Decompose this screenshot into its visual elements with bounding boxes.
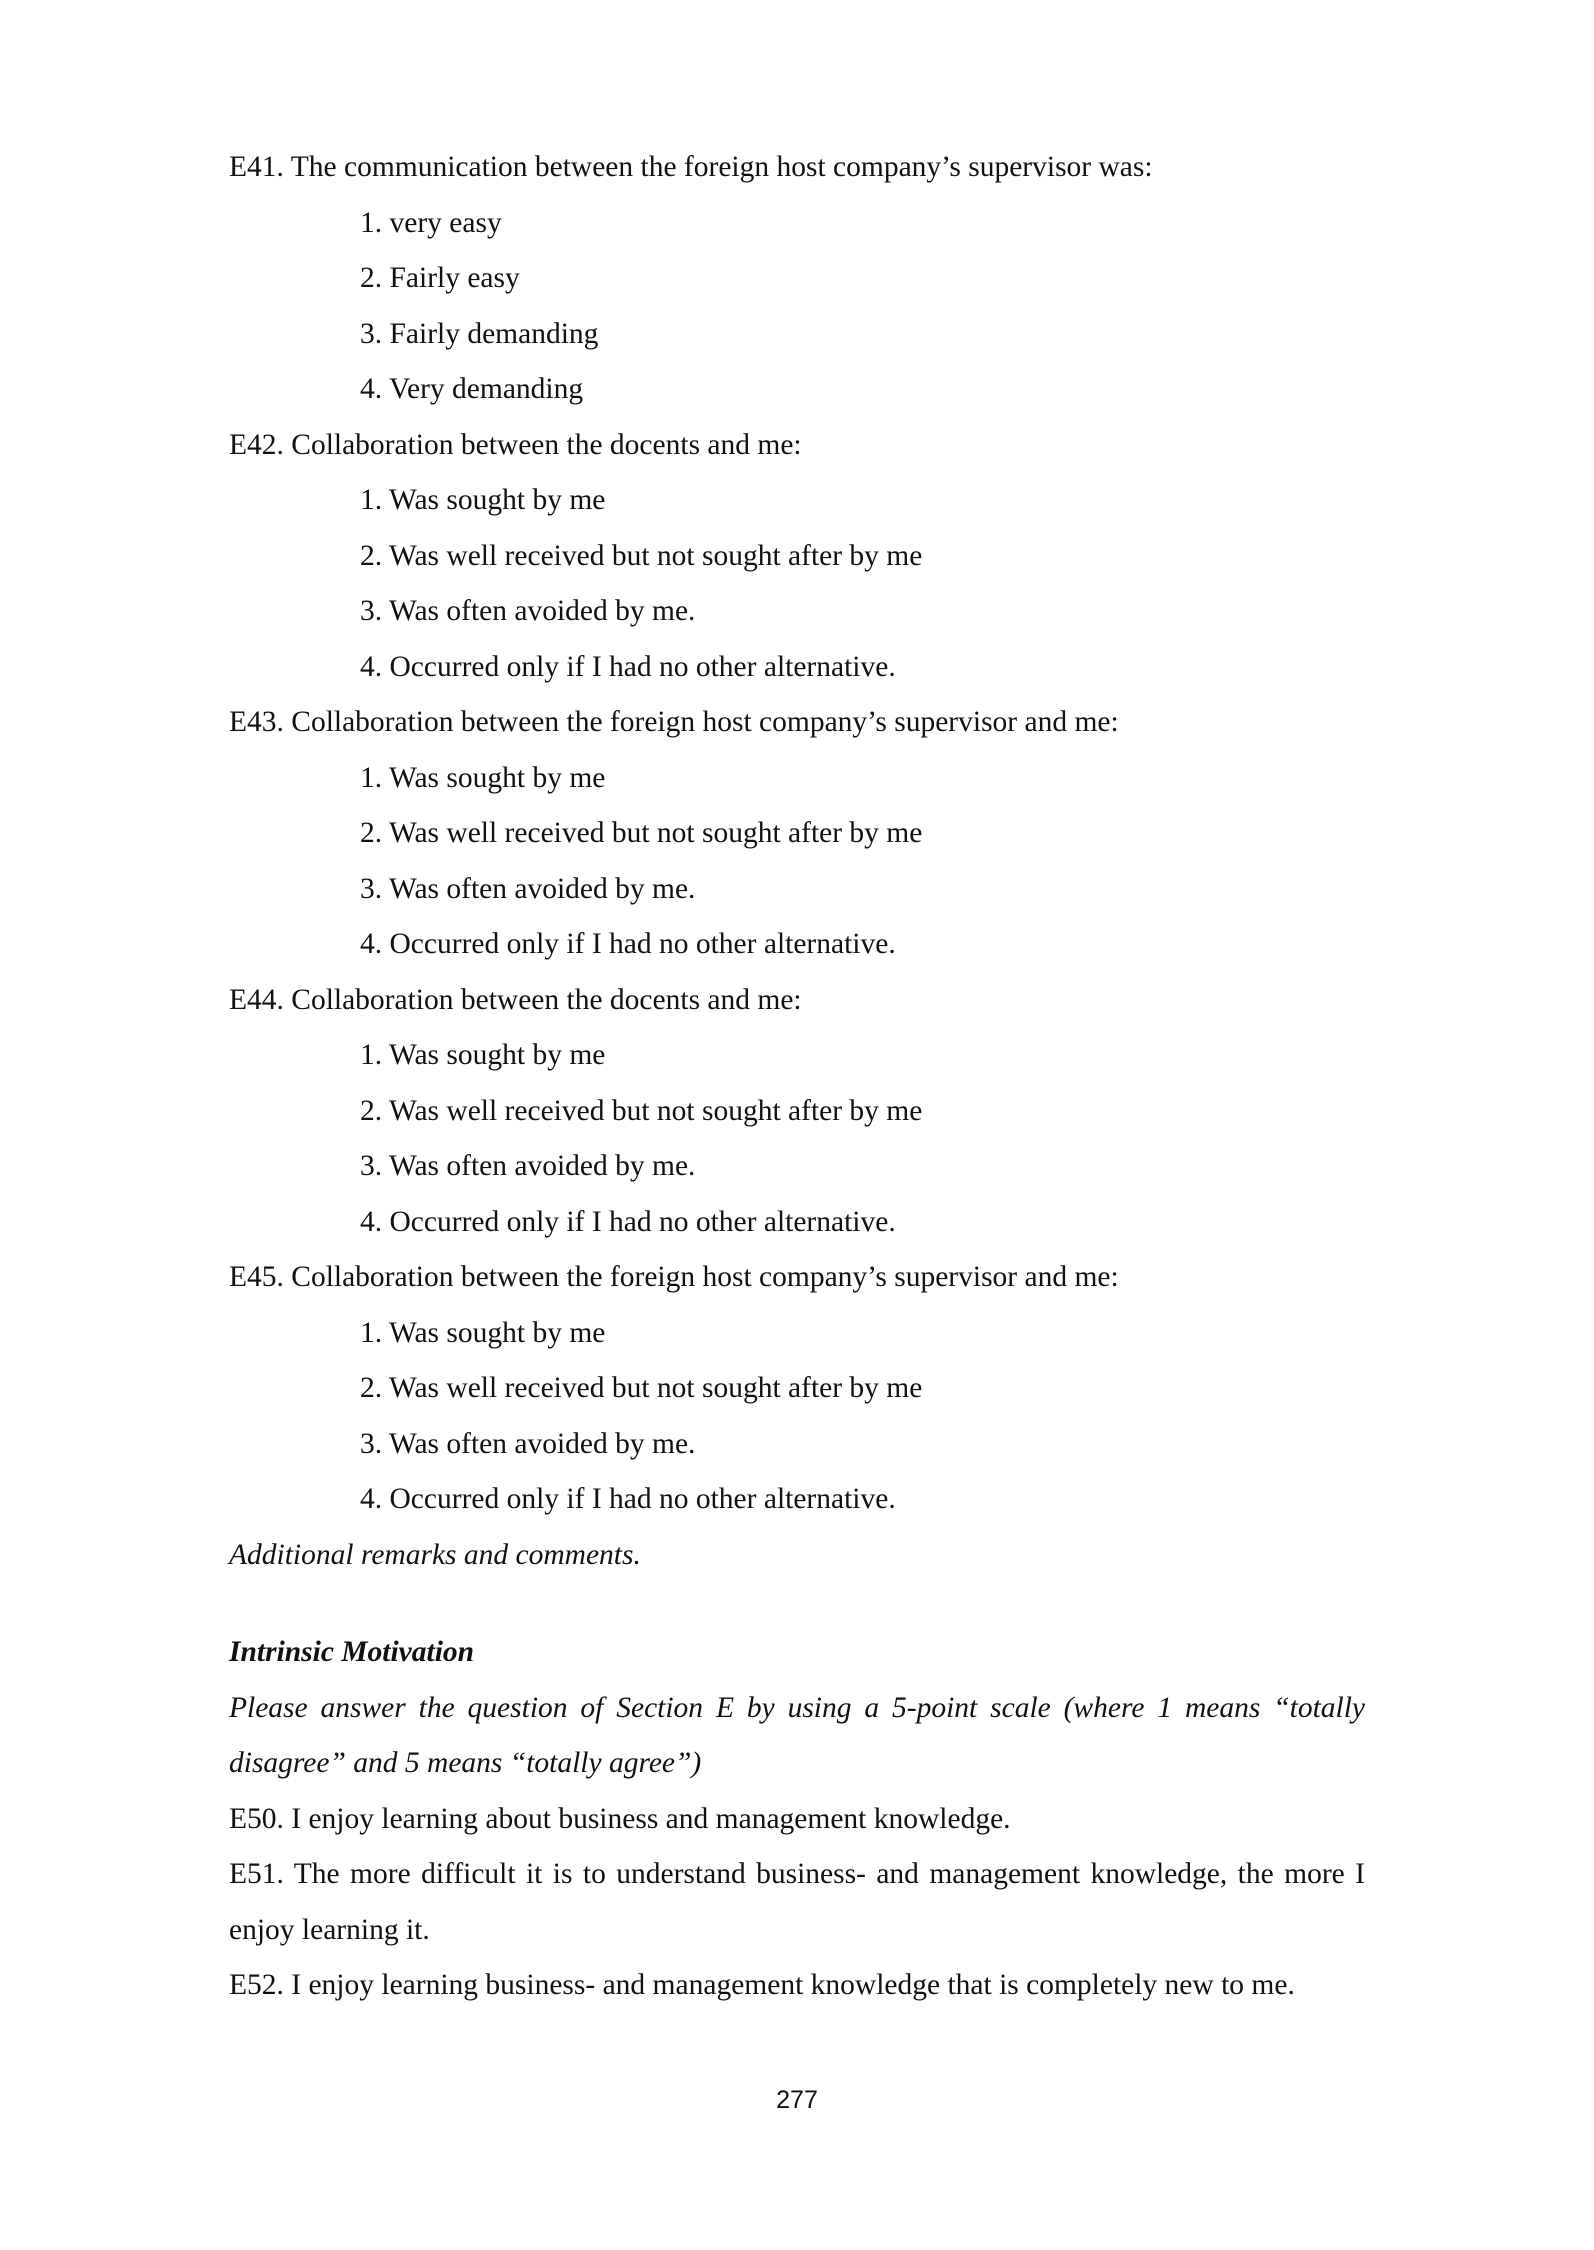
statement-e50: E50. I enjoy learning about business and management knowledge. — [229, 1802, 1011, 1835]
option: 3. Was often avoided by me. — [360, 595, 696, 627]
option: 1. Was sought by me — [360, 1316, 606, 1349]
question-block-e43 — [229, 695, 1365, 973]
statement-e51: E51. The more difficult it is to understand business- and management knowledge, the more I enjoy learning it. — [229, 1858, 1365, 1946]
option: 2. Was well received but not sought after by me — [360, 817, 923, 849]
option: 3. Was often avoided by me. — [360, 872, 696, 905]
option: 4. Occurred only if I had no other alternative. — [360, 1483, 896, 1515]
question-e45: E45. Collaboration between the foreign host company’s supervisor and me: — [229, 1261, 1119, 1293]
section-instructions: Please answer the question of Section E by using a 5-point scale (where 1 means “totally disagree” and 5 means “totally agree”) — [229, 1691, 1365, 1779]
question-e44: E44. Collaboration between the docents and me: — [229, 983, 802, 1016]
option: 4. Occurred only if I had no other alternative. — [360, 1205, 896, 1238]
option: 3. Fairly demanding — [360, 317, 599, 350]
option: 2. Was well received but not sought after by me — [360, 1372, 923, 1404]
option: 1. very easy — [360, 206, 502, 239]
option: 2. Was well received but not sought after by me — [360, 539, 923, 572]
option: 2. Fairly easy — [360, 262, 520, 294]
document-page — [229, 140, 1365, 2014]
option: 1. Was sought by me — [360, 484, 606, 516]
option: 1. Was sought by me — [360, 761, 606, 794]
question-block-e45 — [229, 1250, 1365, 1528]
question-e43: E43. Collaboration between the foreign host company’s supervisor and me: — [229, 706, 1119, 738]
option: 1. Was sought by me — [360, 1039, 606, 1071]
question-e41: E41. The communication between the foreign host company’s supervisor was: — [229, 151, 1153, 183]
option: 4. Occurred only if I had no other alternative. — [360, 928, 896, 960]
page-number: 277 — [776, 2086, 818, 2114]
option: 4. Occurred only if I had no other alternative. — [360, 650, 896, 683]
question-e42: E42. Collaboration between the docents and me: — [229, 428, 802, 461]
additional-remarks: Additional remarks and comments. — [229, 1538, 641, 1571]
question-block-e42 — [229, 418, 1365, 696]
question-block-e41 — [229, 140, 1365, 418]
option: 4. Very demanding — [360, 373, 584, 405]
statement-e52: E52. I enjoy learning business- and management knowledge that is completely new to me. — [229, 1969, 1295, 2001]
option: 3. Was often avoided by me. — [360, 1150, 696, 1182]
question-block-e44 — [229, 973, 1365, 1251]
option: 2. Was well received but not sought after by me — [360, 1094, 923, 1127]
option: 3. Was often avoided by me. — [360, 1427, 696, 1460]
section-title: Intrinsic Motivation — [229, 1636, 475, 1668]
spacer — [229, 1583, 1365, 1625]
